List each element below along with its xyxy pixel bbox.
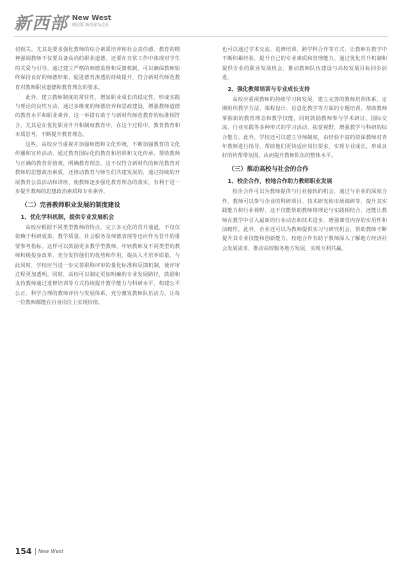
page-number: 154 <box>15 547 32 556</box>
paragraph: 高校应根据不同类型教师的特点，完立多元化的晋升通道，不仅仅依赖于科研成果。教学质量、社会服务及师德表现等也应作为晋升的重要参考指标。这样可以鼓励更多教学型教师，年轻教师及不同类型的教师积极投身改革，充分发挥他们的优势和作用，提高人才培养质量。与此同时，学校应当进一步完善职称评审的量化标准和反馈机制，使评审过程更加透明。同时，高校可以制定更加明确的专业发展路径，鼓励和支持教师通过进修培训等方式持续提升教学能力与科研水平，构建公平公正、科学合理的教师评价与发展体系，充分激发教师队伍活力，让每一位教师都能在自身岗位上实现价值。 <box>15 224 180 307</box>
logo-english-block <box>72 15 111 27</box>
section-heading: （三）推动高校与社会的合作 <box>228 165 309 173</box>
paragraph: 此外，建立教师制度的常驻性，增加职业成长的稳定性，形成实践与理论的良性互动，通过多维度的师德培养和思政建设，增强教师道德的教育水平和职业素养，这一举措有助于与新时代师范教育的标准相符合，尤其是在优化职业升升和制度教育中，在这个过程中，教育教育和本质思考，不断提升教育理念。 <box>15 94 180 139</box>
paragraph: 校企合作可以为教师提供与行业接轨的机会，通过与企业的深度合作，教师可以参与企业的科研项目、技术研发和市场调研等，提升其实践能力和行业视野，这不仅能帮助教师将理论与实践相结合，还能让教师在教学中引入最新的行业动态和技术进步，增强课堂内容的实用性和前瞻性。此外，企业还可以为教师提供实习与研究机会，帮助教师不断提升其专业技能和创新能力。校地合作有助于教师深入了解地方经济社会发展需求，推动高校服务地方发展，实现互利共赢。 <box>222 189 387 252</box>
right-column <box>222 46 387 255</box>
page-footer <box>15 547 63 556</box>
subsection-heading: 1、优化学科机制，提供专业发展机会 <box>20 214 114 221</box>
header-rule <box>14 36 388 37</box>
paragraph: 高校应重视教师的持续学习和发展，建立完善的教师培训体系。定期组织教学方法、课程设计、信息化教学等方面的专题培训，帮助教师掌握新的教育理念和教学技能，同时鼓励教师参与学术研讨、国际交流、行业实践等多种形式的学习活动，拓宽视野，增强教学与科研的综合能力。此外，学校还可以建立导师制度，由经验丰富的资深教师对青年教师进行指导，帮助他们更快适应岗位要求，实现专业成长，形成良好的传帮带氛围，从而提升教师队伍的整体水平。 <box>222 97 387 160</box>
section-heading: （二）完善教师职业发展的制度建设 <box>21 201 121 209</box>
left-column <box>15 46 180 309</box>
subsection-heading: 1、校企合作，校地合作助力教师职业发展 <box>227 178 333 185</box>
journal-name: New West <box>38 548 64 555</box>
paragraph: 切相关。尤其是要求强化教师的综合素质培养和社会责任感，教育的精神强调教师不仅要具备高尚的职业道德，还要在日常工作中体现对学生的关爱与引导。通过建立严格的师德监督和反馈机制，可以确保教师始终保持良好的师德形象。促进德育渗透的持续提升，符合新时代师范教育对教师职业道德和教育理念的要求。 <box>15 47 180 91</box>
paragraph: 这些，高校应当重视并加强师德和文化传统，不断加强教育的文化传播和宣传活动，通过教育国际化的教育和培训和文化传承，帮助教师与正确的教育价值观，明确教育理念，这不仅符合新时代的师范教育对教师的思想政治素质，还推动教育与师生们共建发展的，通过持续的开展教育公益活动和讲座，使教师逐步强化教育理念的落实，有利于进一步提升教师的思想政治素质和专业素养。 <box>15 142 180 196</box>
subsection-heading: 2、强化教师培训与专业成长支持 <box>227 86 310 93</box>
logo-chinese: 新西部 <box>14 13 68 34</box>
logo-english-subtitle: 理论版 新西部杂志社 <box>72 22 110 27</box>
masthead <box>14 8 111 34</box>
logo-english-title: New West <box>72 14 112 22</box>
footer-separator <box>35 548 36 555</box>
paragraph: 也可以通过学术交流、进修培训、跨学科合作等方式，让教师在教学中不断积累经验，提升自己的专业素质和管理能力。通过优化晋升机制和提供专业的职业发展机会，推动教师队伍建设与高校发展目标同步前进。 <box>222 47 387 82</box>
